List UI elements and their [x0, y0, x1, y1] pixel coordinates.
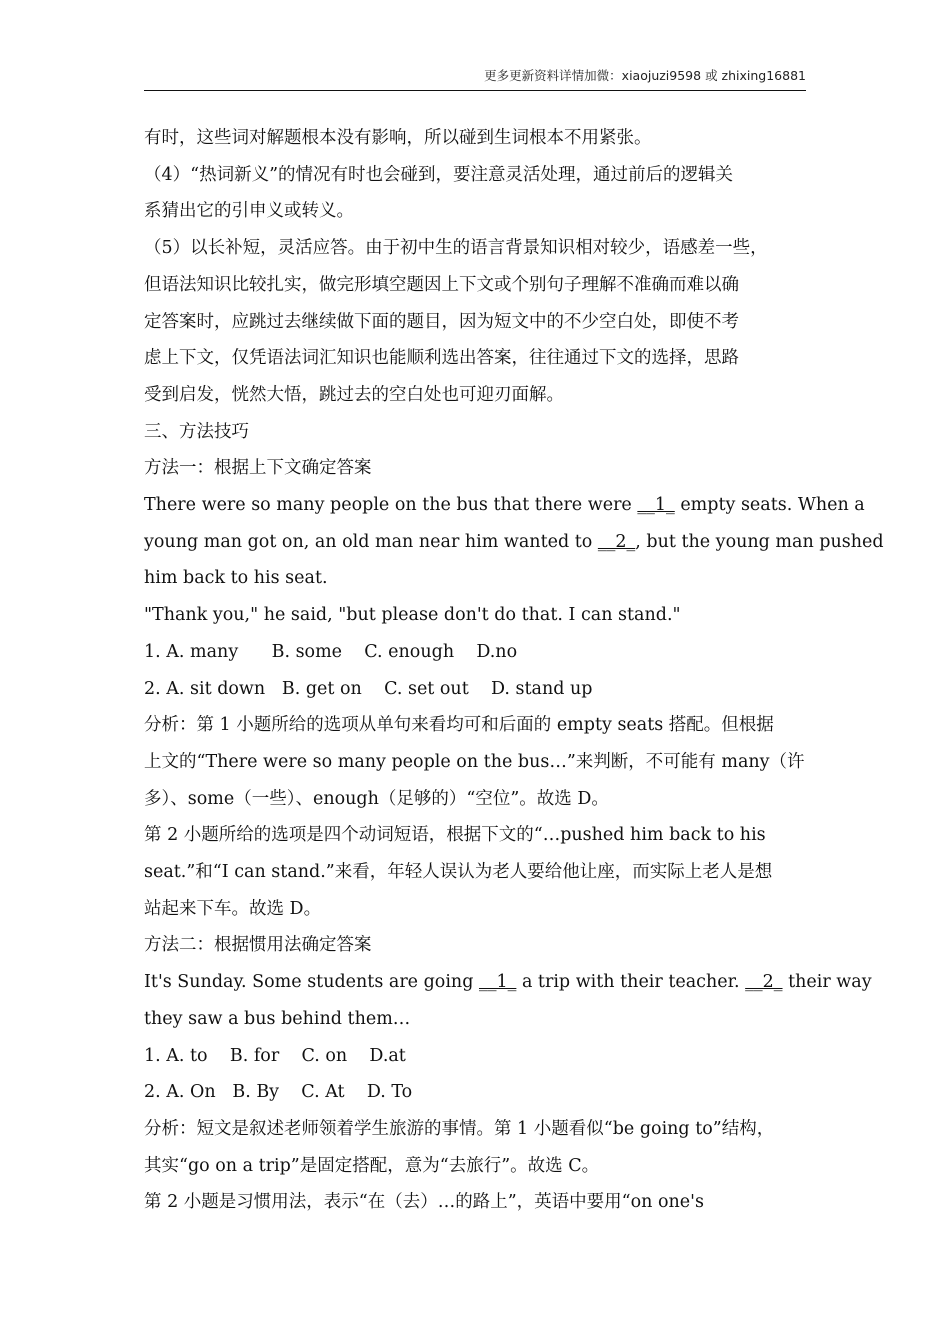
text-line: 受到启发，恍然大悟，跳过去的空白处也可迎刃面解。 — [144, 384, 564, 405]
passage-line: they saw a bus behind them… — [144, 1008, 411, 1029]
method-heading: 方法一：根据上下文确定答案 — [144, 458, 372, 479]
blank-1: __1_ — [478, 972, 517, 993]
passage-text: a trip with their teacher. — [516, 972, 746, 993]
analysis-line: seat.”和“I can stand.”来看，年轻人误认为老人要给他让座，而实际上老人是想 — [144, 862, 773, 883]
passage-line — [144, 524, 884, 561]
passage-text: young man got on, an old man near him wanted to — [144, 531, 598, 552]
analysis-line: 第 2 小题所给的选项是四个动词短语，根据下文的“…pushed him back to his — [144, 825, 766, 846]
passage-line: him back to his seat. — [144, 568, 328, 589]
analysis-line: 分析：第 1 小题所给的选项从单句来看均可和后面的 empty seats 搭配。但根据 — [144, 715, 774, 736]
analysis-line: 上文的“There were so many people on the bus…”来判断，不可能有 many（许 — [144, 751, 805, 772]
text-line: （4）“热词新义”的情况有时也会碰到，要注意灵活处理，通过前后的逻辑关 — [144, 164, 734, 185]
option-line: 2. A. sit down B. get on C. set out D. stand up — [144, 678, 593, 699]
blank-1: __1_ — [637, 495, 675, 516]
analysis-line: 多）、some（一些）、enough（足够的）“空位”。故选 D。 — [144, 788, 609, 809]
analysis-line: 其实“go on a trip”是固定搭配，意为“去旅行”。故选 C。 — [144, 1155, 600, 1176]
option-line: 2. A. On B. By C. At D. To — [144, 1082, 413, 1103]
text-line: 系猜出它的引申义或转义。 — [144, 201, 354, 222]
blank-2: __2_ — [597, 531, 636, 552]
passage-text: It's Sunday. Some students are going — [144, 972, 479, 993]
blank-2: __2_ — [745, 972, 783, 993]
section-heading: 三、方法技巧 — [144, 421, 249, 442]
passage-text: empty seats. When a — [674, 495, 865, 516]
passage-line — [144, 964, 872, 1001]
analysis-line: 分析：短文是叙述老师领着学生旅游的事情。第 1 小题看似“be going to”结构， — [144, 1118, 775, 1139]
passage-text: their way — [782, 972, 872, 993]
text-line: 有时，这些词对解题根本没有影响，所以碰到生词根本不用紧张。 — [144, 128, 652, 148]
analysis-line: 第 2 小题是习惯用法，表示“在（去）…的路上”，英语中要用“on one's — [144, 1192, 704, 1213]
method-heading: 方法二：根据惯用法确定答案 — [144, 935, 372, 956]
analysis-line: 站起来下车。故选 D。 — [144, 898, 322, 919]
document-body — [144, 120, 884, 1221]
text-line: 定答案时，应跳过去继续做下面的题目，因为短文中的不少空白处，即使不考 — [144, 311, 739, 332]
text-line: 但语法知识比较扎实，做完形填空题因上下文或个别句子理解不准确而难以确 — [144, 274, 739, 295]
passage-line: "Thank you," he said, "but please don't do that. I can stand." — [144, 605, 681, 626]
option-line: 1. A. many B. some C. enough D.no — [144, 641, 518, 662]
passage-line — [144, 487, 865, 524]
passage-text: There were so many people on the bus that there were — [144, 495, 638, 516]
passage-text: , but the young man pushed — [635, 531, 884, 552]
page-header: 更多更新资料详情加微：xiaojuzi9598 或 zhixing16881 — [144, 66, 806, 91]
text-line: 虑上下文，仅凭语法词汇知识也能顺利选出答案，往往通过下文的选择，思路 — [144, 348, 739, 369]
option-line: 1. A. to B. for C. on D.at — [144, 1045, 406, 1066]
text-line: （5）以长补短，灵活应答。由于初中生的语言背景知识相对较少，语感差一些， — [144, 238, 768, 259]
